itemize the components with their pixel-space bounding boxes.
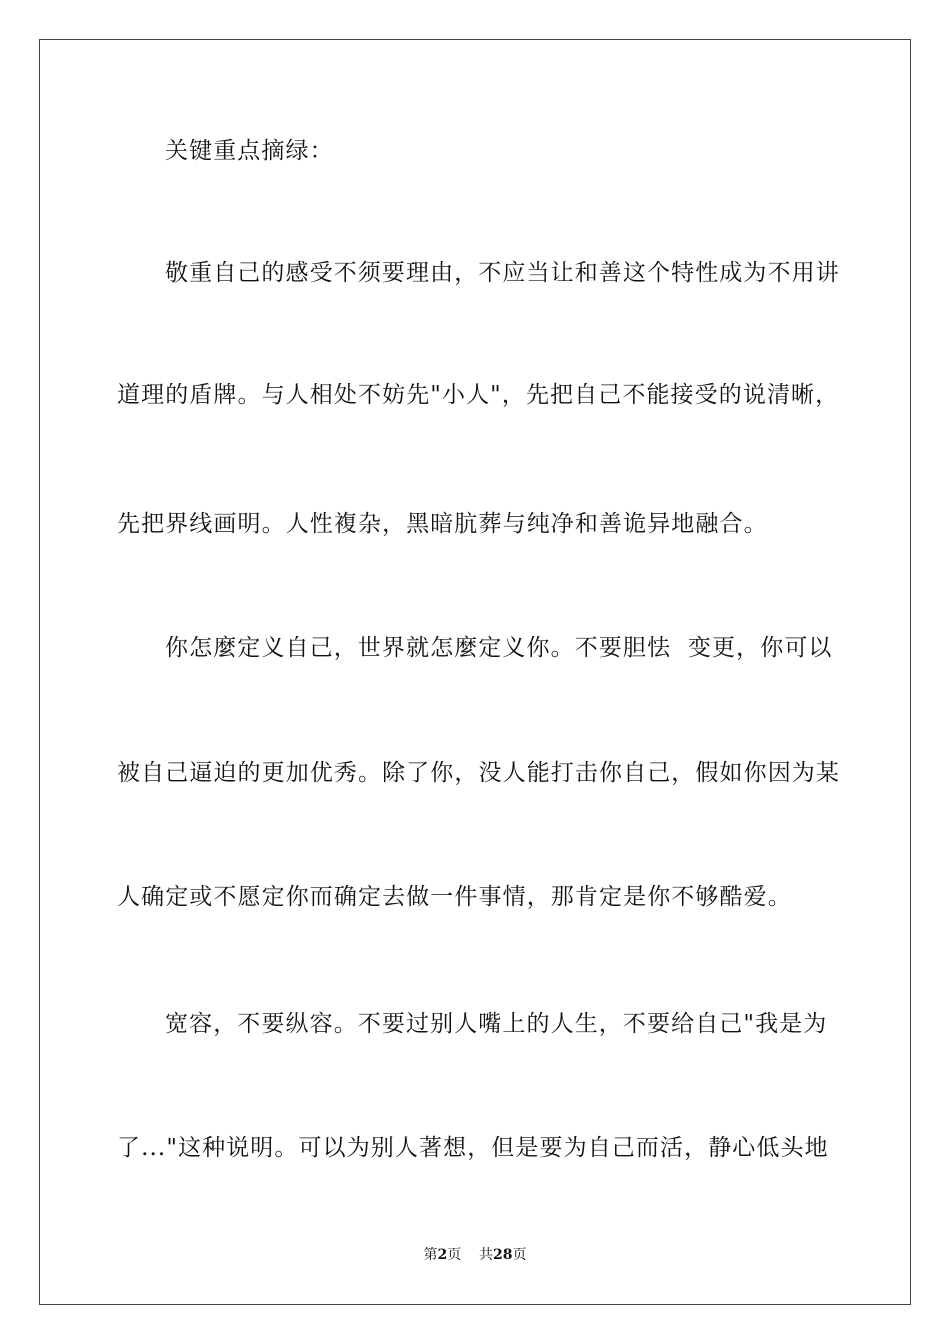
page-suffix: 页	[447, 1247, 462, 1263]
page-number: 2	[437, 1247, 448, 1263]
body-line: 被自己逼迫的更加优秀。除了你，没人能打击你自己，假如你因为某	[117, 760, 840, 786]
page-prefix: 第	[423, 1247, 438, 1263]
body-line: 道理的盾牌。与人相处不妨先"小人"，先把自己不能接受的说清晰，	[117, 382, 840, 408]
heading-key-excerpts: 关键重点摘绿：	[165, 138, 334, 164]
body-line: 先把界线画明。人性複杂，黑暗肮葬与纯净和善诡异地融合。	[117, 511, 768, 537]
body-line: 人确定或不愿定你而确定去做一件事情，那肯定是你不够酷爱。	[117, 884, 792, 910]
body-line: 你怎麼定义自己，世界就怎麼定义你。不要胆怯 变更，你可以	[165, 635, 833, 661]
page-border	[39, 39, 911, 1305]
body-line: 敬重自己的感受不须要理由，不应当让和善这个特性成为不用讲	[165, 260, 840, 286]
body-line: 了..."这种说明。可以为别人著想，但是要为自己而活，静心低头地	[117, 1135, 829, 1161]
total-pages: 28	[493, 1247, 513, 1263]
body-line: 宽容，不要纵容。不要过别人嘴上的人生，不要给自己"我是为	[165, 1011, 828, 1037]
total-suffix: 页	[512, 1247, 527, 1263]
page-footer	[0, 1244, 950, 1264]
total-prefix: 共	[479, 1247, 494, 1263]
